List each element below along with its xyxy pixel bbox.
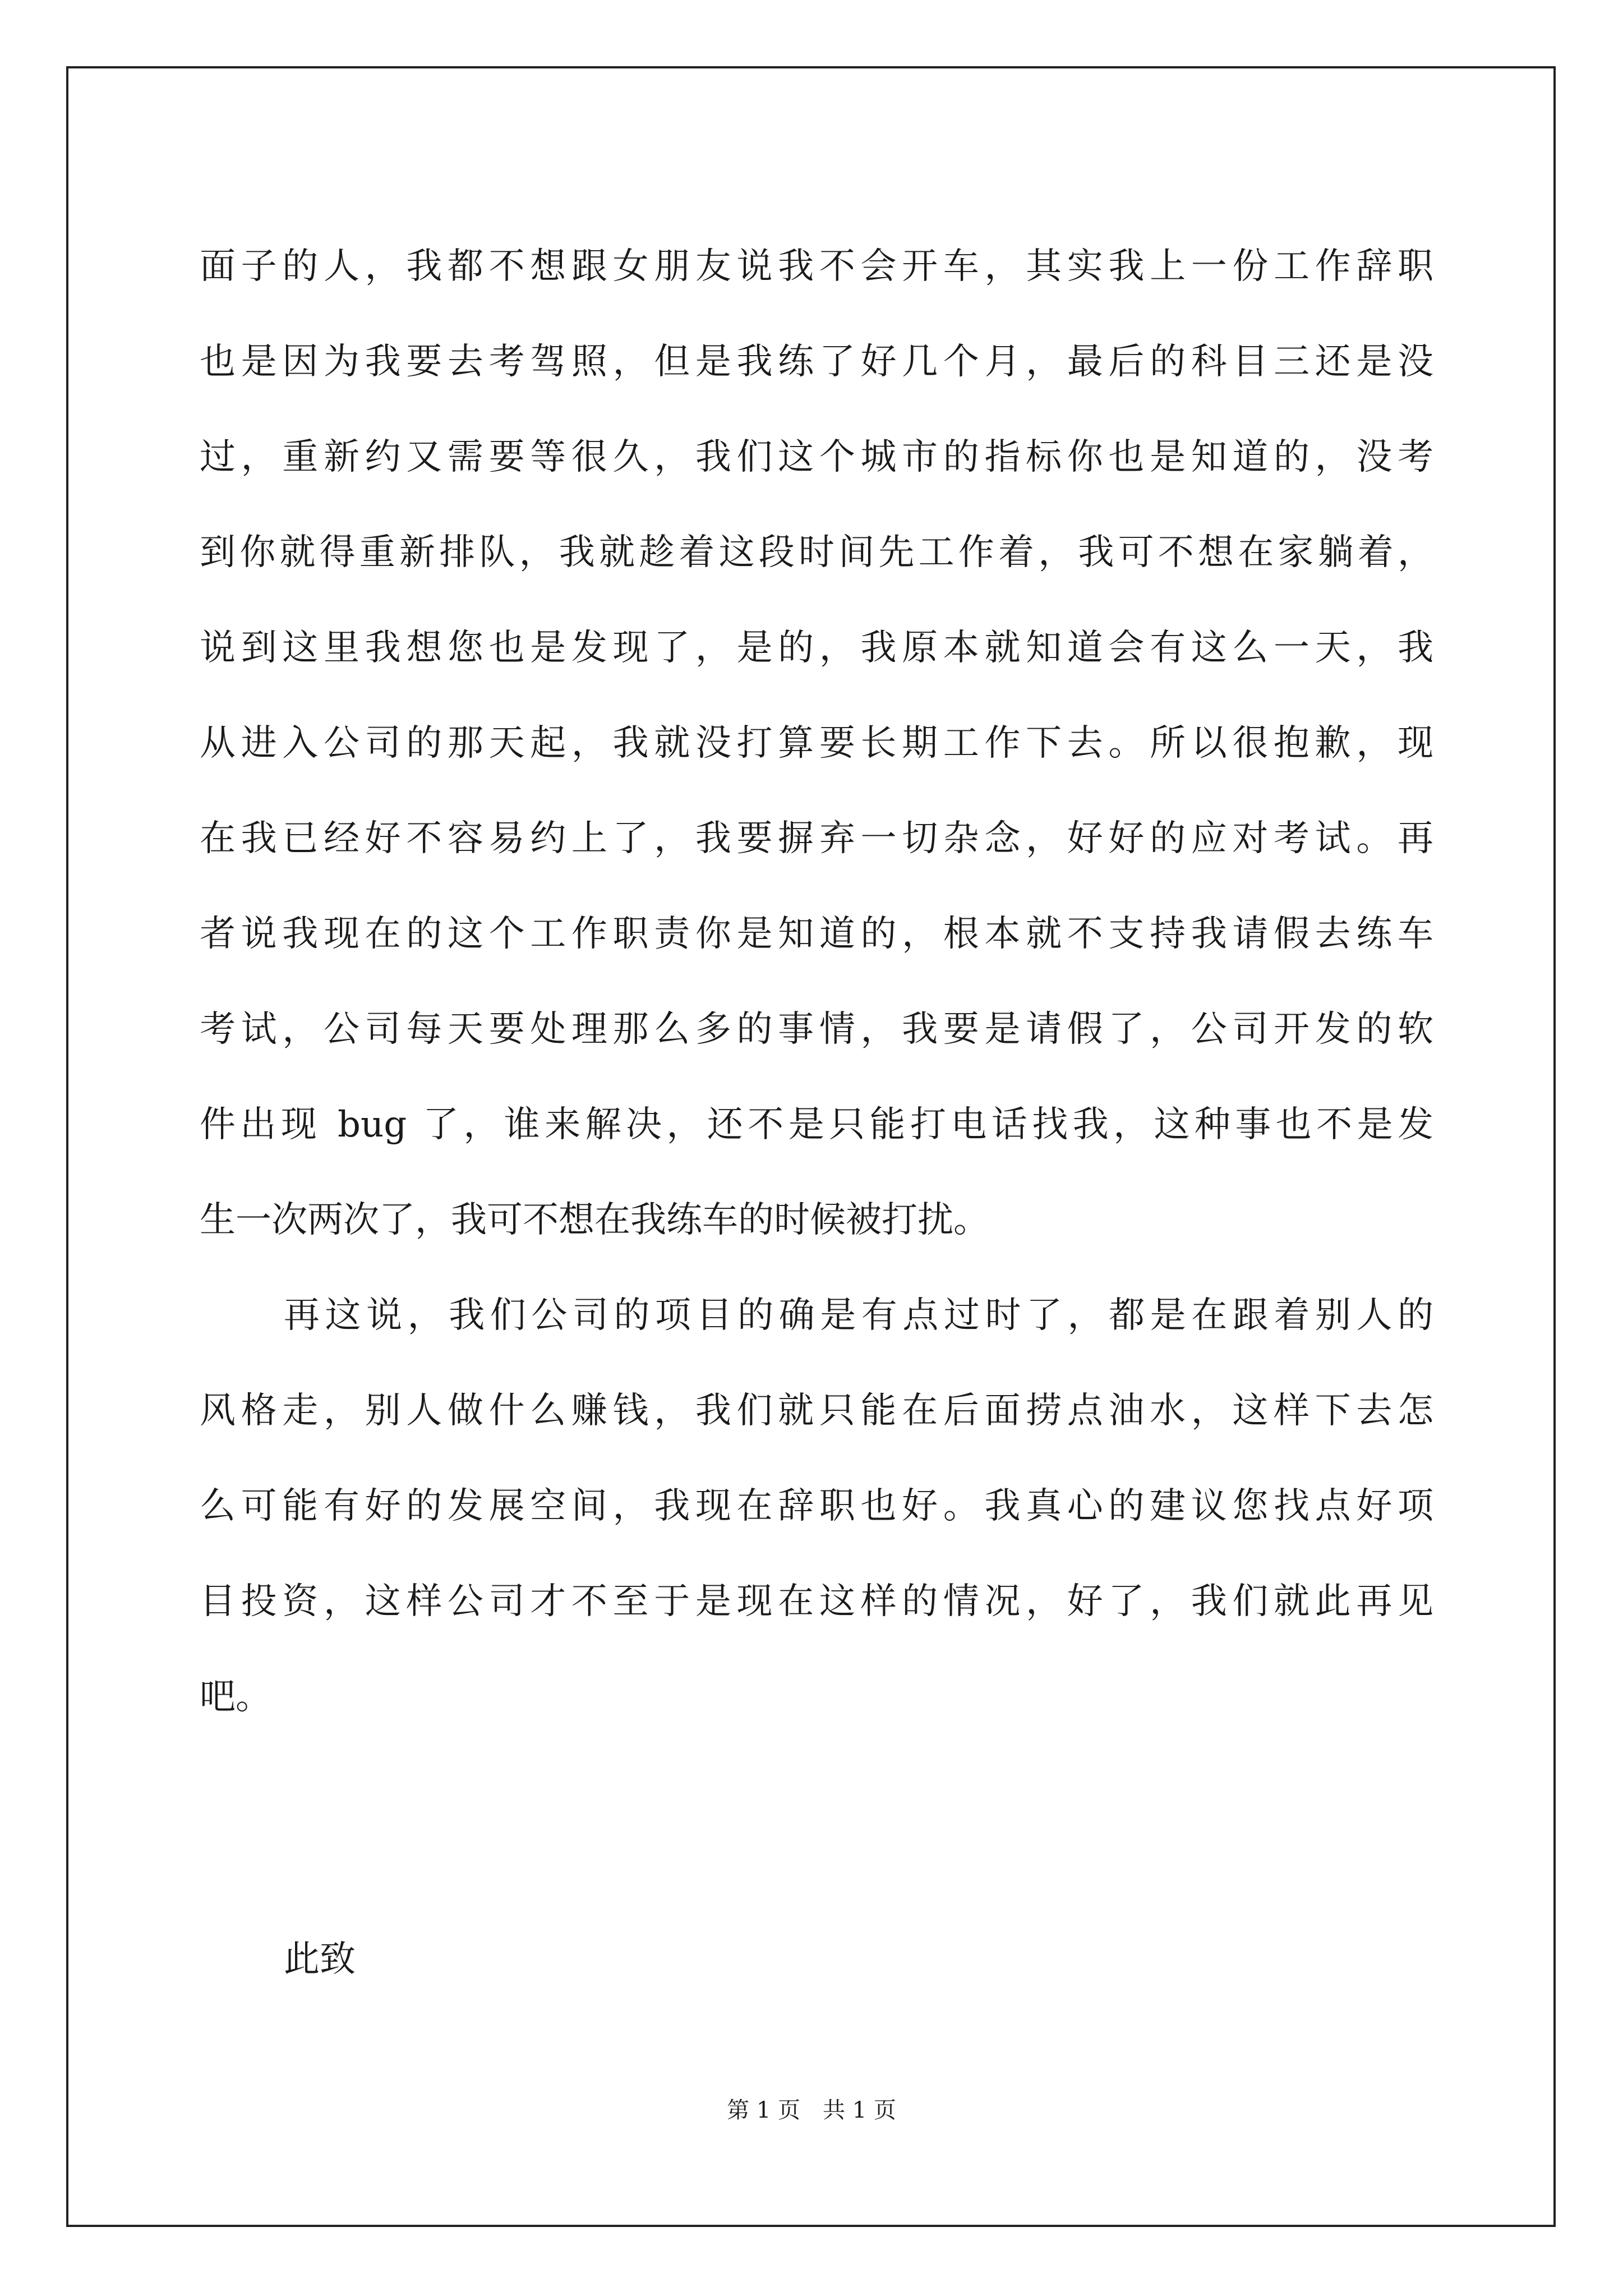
text-line: 到你就得重新排队，我就趁着这段时间先工作着，我可不想在家躺着， bbox=[200, 532, 1433, 573]
text-line: 者说我现在的这个工作职责你是知道的，根本就不支持我请假去练车 bbox=[200, 913, 1433, 955]
text-line: 生一次两次了，我可不想在我练车的时候被打扰。 bbox=[200, 1199, 989, 1241]
paragraph-1 bbox=[200, 219, 1433, 1268]
page-footer: 第 1 页 共 1 页 bbox=[727, 2097, 896, 2123]
document-body bbox=[200, 219, 1433, 1745]
text-line: 说到这里我想您也是发现了，是的，我原本就知道会有这么一天，我 bbox=[200, 627, 1433, 669]
text-line: 么可能有好的发展空间，我现在辞职也好。我真心的建议您找点好项 bbox=[200, 1485, 1433, 1527]
text-line: 件出现 bug 了，谁来解决，还不是只能打电话找我，这种事也不是发 bbox=[200, 1104, 1433, 1145]
text-line: 再这说，我们公司的项目的确是有点过时了，都是在跟着别人的 bbox=[284, 1295, 1433, 1336]
text-line: 也是因为我要去考驾照，但是我练了好几个月，最后的科目三还是没 bbox=[200, 341, 1433, 383]
text-line: 目投资，这样公司才不至于是现在这样的情况，好了，我们就此再见 bbox=[200, 1581, 1433, 1622]
text-line: 在我已经好不容易约上了，我要摒弃一切杂念，好好的应对考试。再 bbox=[200, 818, 1433, 859]
text-line: 风格走，别人做什么赚钱，我们就只能在后面捞点油水，这样下去怎 bbox=[200, 1390, 1433, 1432]
text-line: 吧。 bbox=[200, 1676, 271, 1718]
text-line: 考试，公司每天要处理那么多的事情，我要是请假了，公司开发的软 bbox=[200, 1009, 1433, 1050]
paragraph-2 bbox=[200, 1268, 1433, 1745]
text-line: 从进入公司的那天起，我就没打算要长期工作下去。所以很抱歉，现 bbox=[200, 723, 1433, 764]
text-line: 过，重新约又需要等很久，我们这个城市的指标你也是知道的，没考 bbox=[200, 436, 1433, 478]
closing-salutation: 此致 bbox=[284, 1939, 356, 1980]
text-line: 面子的人，我都不想跟女朋友说我不会开车，其实我上一份工作辞职 bbox=[200, 246, 1433, 287]
